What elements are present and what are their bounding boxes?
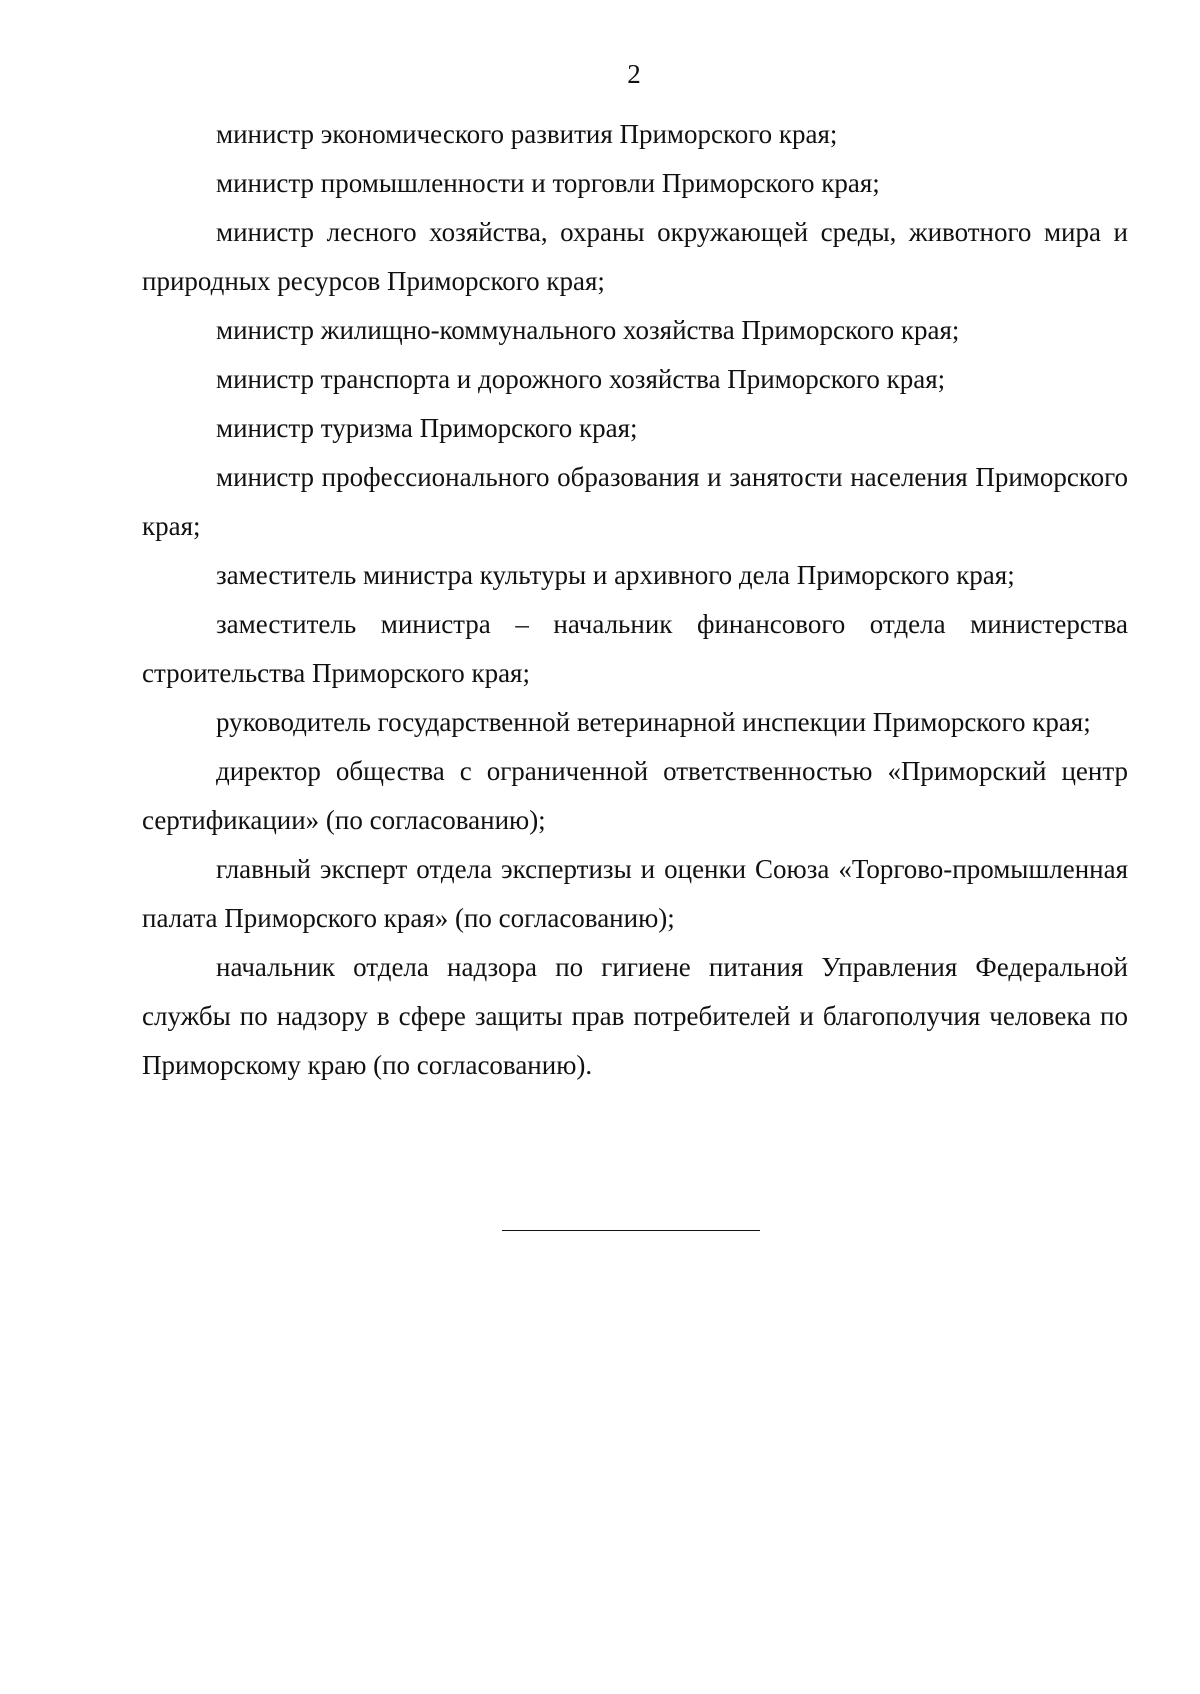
list-item: директор общества с ограниченной ответственностью «Приморский центр сертификации» (по согласованию); xyxy=(142,756,1128,835)
list-item: главный эксперт отдела экспертизы и оценки Союза «Торгово-промышленная палата Приморского края» (по согласованию); xyxy=(142,854,1128,933)
member-list xyxy=(142,110,1128,1090)
list-item: руководитель государственной ветеринарной инспекции Приморского края; xyxy=(216,707,1091,737)
list-item: начальник отдела надзора по гигиене питания Управления Федеральной службы по надзору в сфере защиты прав потребителей и благополучия человека по Приморскому краю (по согласованию). xyxy=(142,952,1128,1080)
list-item: министр промышленности и торговли Приморского края; xyxy=(216,168,880,198)
list-item: министр транспорта и дорожного хозяйства Приморского края; xyxy=(216,364,946,394)
page-number: 2 xyxy=(627,59,641,89)
list-item: министр экономического развития Приморского края; xyxy=(216,119,838,149)
list-item: министр профессионального образования и занятости населения Приморского края; xyxy=(142,462,1128,541)
list-item: министр туризма Приморского края; xyxy=(216,413,638,443)
list-item: министр лесного хозяйства, охраны окружающей среды, животного мира и природных ресурсов Приморского края; xyxy=(142,217,1128,296)
end-of-document-rule xyxy=(502,1230,760,1231)
list-item: министр жилищно-коммунального хозяйства Приморского края; xyxy=(216,315,960,345)
list-item: заместитель министра – начальник финансового отдела министерства строительства Приморского края; xyxy=(142,609,1128,688)
list-item: заместитель министра культуры и архивного дела Приморского края; xyxy=(216,560,1015,590)
